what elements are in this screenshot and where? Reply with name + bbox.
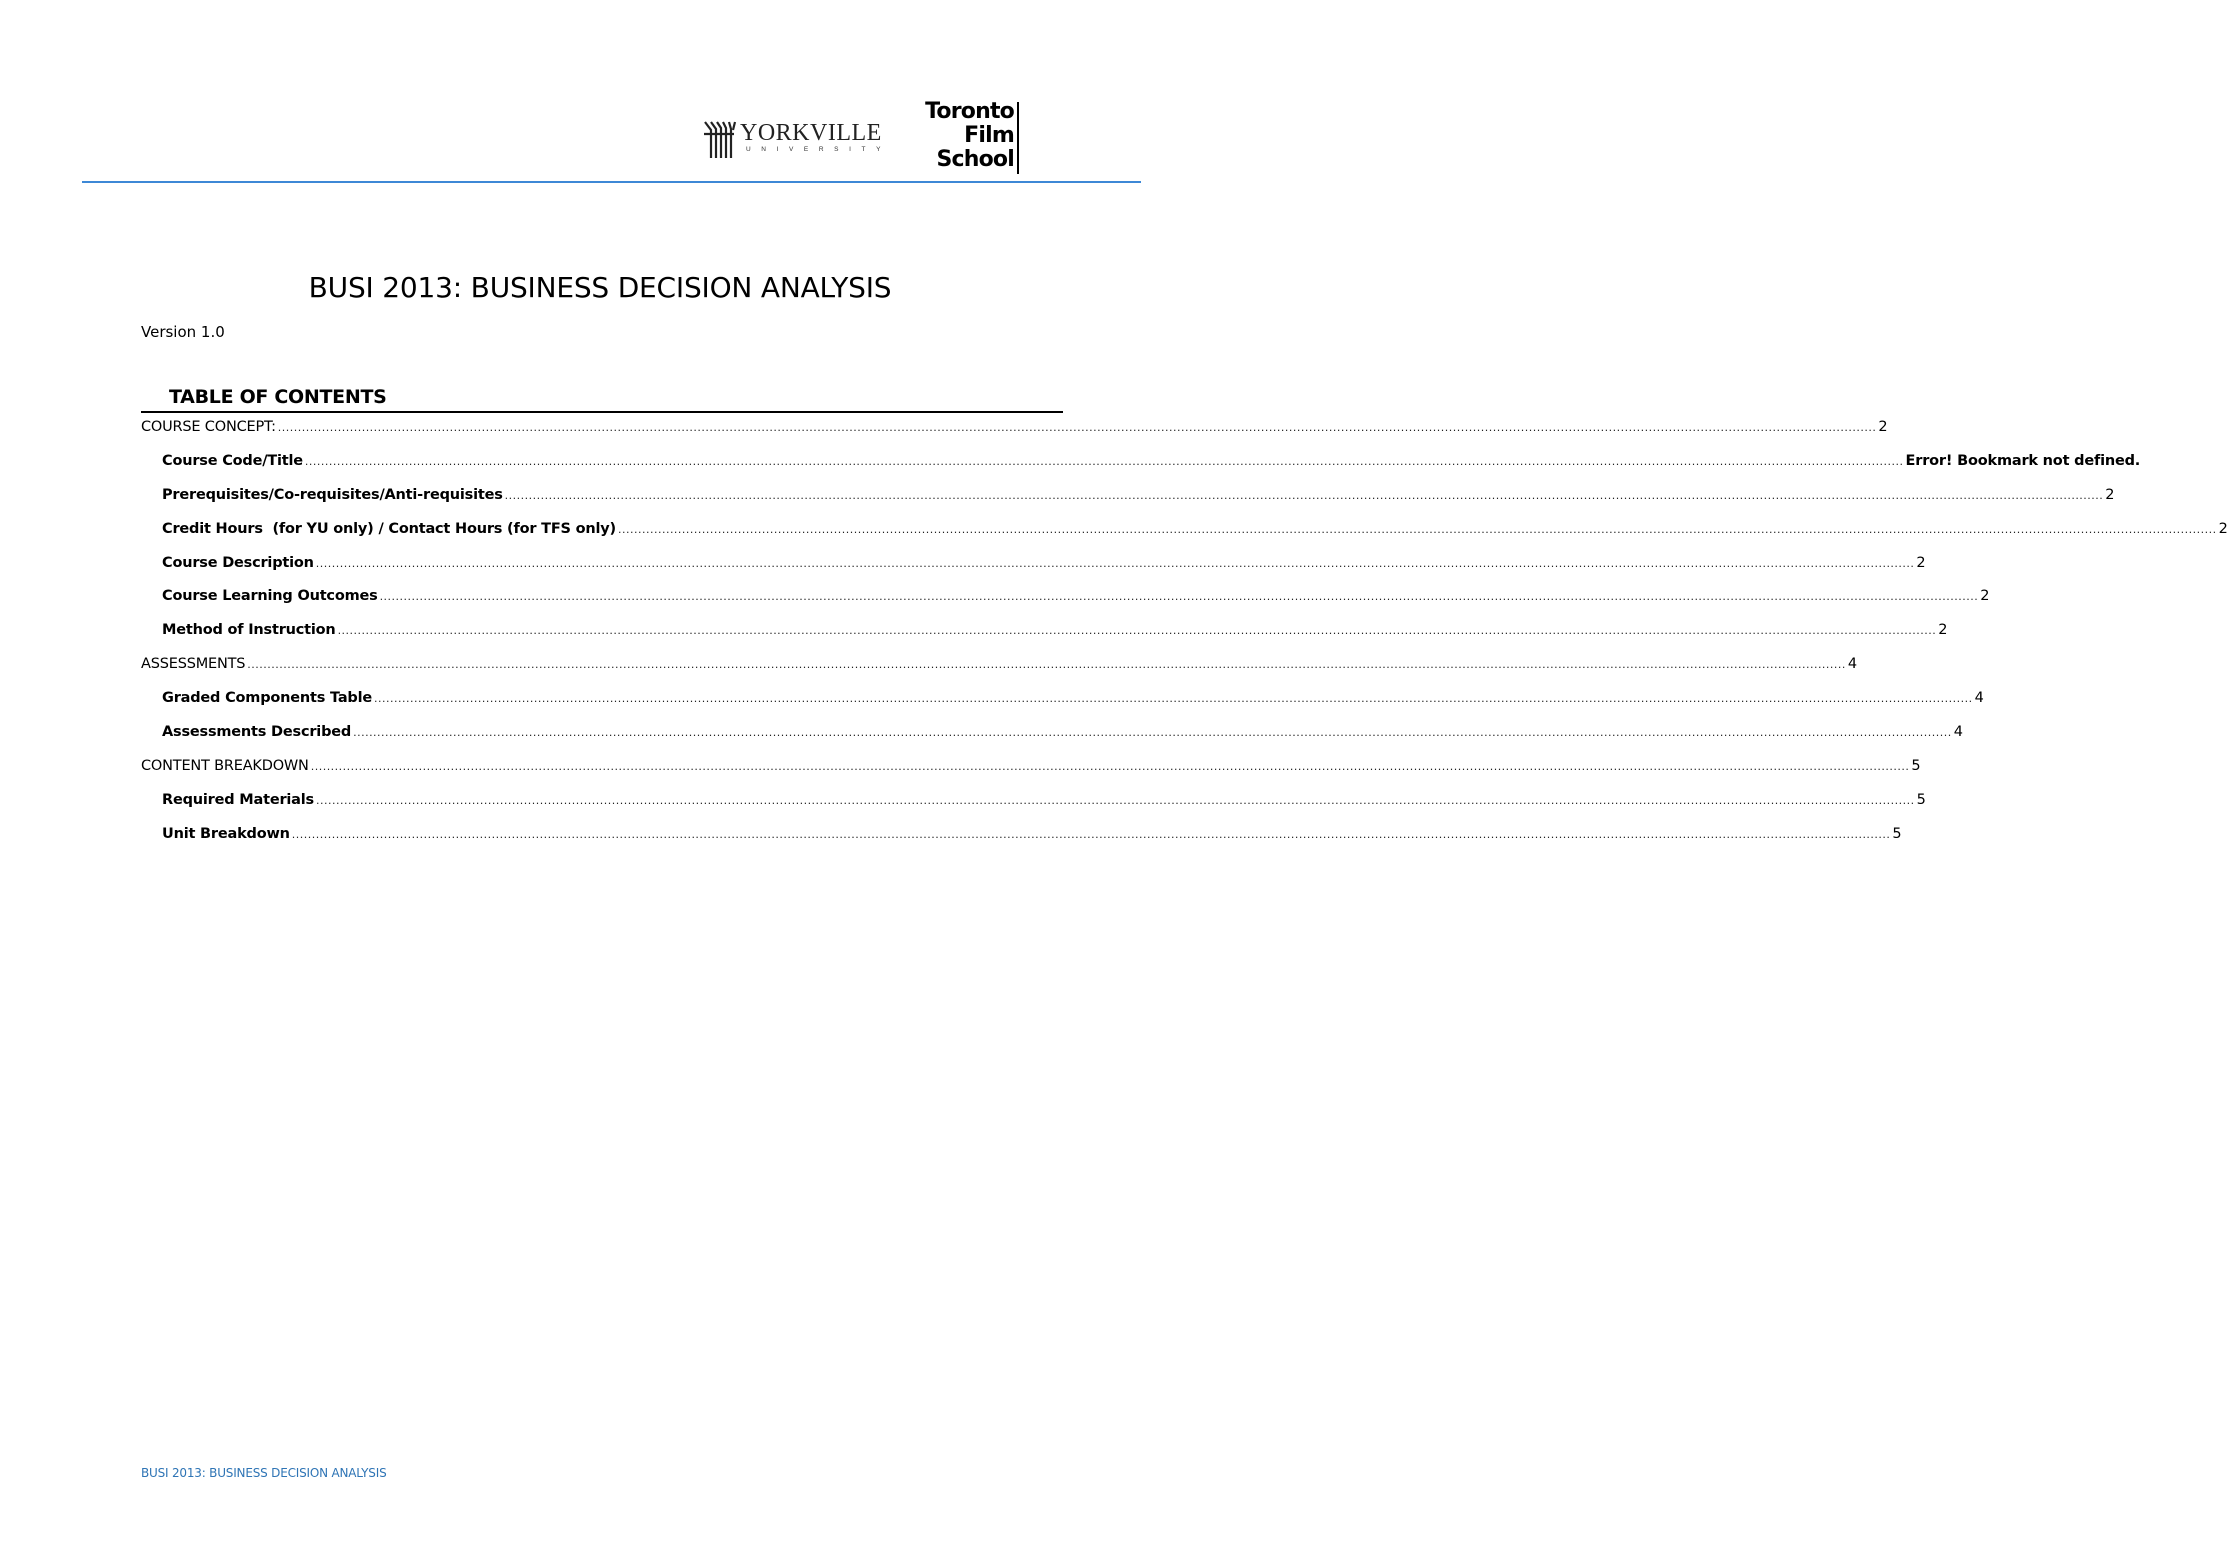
toc-entry-page: 5 [1911,757,1921,774]
toc-entry-page: 4 [1847,656,1857,673]
toc-entry-credit-hours[interactable] [141,518,2228,552]
toc-entry-label: Assessments Described [162,724,352,741]
toc-entry-label: Course Description [162,554,314,571]
toc-entry-course-code-title[interactable] [141,450,2141,484]
toc-entry-label: Required Materials [162,791,314,808]
toc-dot-leader: ................................................................................................................................................................................................................................................................................................................................................................................................................ [277,421,1877,434]
toc-entry-label: Prerequisites/Co-requisites/Anti-requisites [162,486,503,503]
toc-entry-assessments[interactable] [141,653,1857,687]
toc-entry-page: 2 [2105,486,2115,503]
toc-heading-rule [141,411,1063,413]
toc-dot-leader: ................................................................................................................................................................................................................................................................................................................................................................................................................ [374,692,1973,706]
toronto-film-school-logo [906,100,1014,172]
page-footer: BUSI 2013: BUSINESS DECISION ANALYSIS [141,1466,387,1480]
toc-entry-label: Graded Components Table [162,690,373,707]
version-label: Version 1.0 [141,323,225,341]
page-header [0,0,1200,190]
toc-entry-page: 4 [1953,724,1963,741]
toc-entry-page: 5 [1892,825,1902,842]
toc-dot-leader: ................................................................................................................................................................................................................................................................................................................................................................................................................ [247,658,1846,672]
toc-entry-course-concept[interactable] [141,416,1888,450]
toc-entry-label: Unit Breakdown [162,825,290,842]
table-of-contents [141,416,2228,857]
toc-entry-page: 5 [1916,791,1926,808]
toc-entry-page: 2 [1980,588,1990,605]
toc-dot-leader: ................................................................................................................................................................................................................................................................................................................................................................................................................ [315,556,1915,570]
toc-entry-page: 2 [1916,554,1926,571]
toc-entry-page: Error! Bookmark not defined. [1905,452,2141,469]
toc-dot-leader: ................................................................................................................................................................................................................................................................................................................................................................................................................ [337,624,1937,638]
toc-entry-label: Credit Hours (for YU only) / Contact Hours (for TFS only) [162,520,616,537]
toc-dot-leader: ................................................................................................................................................................................................................................................................................................................................................................................................................ [310,759,1910,773]
tfs-logo-bar [1017,102,1019,174]
toc-entry-page: 2 [1878,419,1888,435]
header-divider [82,181,1141,183]
tfs-line-1: Toronto [925,99,1014,124]
toc-entry-page: 2 [1938,622,1948,639]
toc-entry-method-of-instruction[interactable] [141,619,1948,653]
toc-entry-prerequisites[interactable] [141,484,2115,518]
toc-entry-learning-outcomes[interactable] [141,585,1990,619]
toc-dot-leader: ................................................................................................................................................................................................................................................................................................................................................................................................................ [504,488,2104,502]
yorkville-crest-icon [702,118,736,160]
tfs-line-3: School [936,147,1014,172]
toc-entry-required-materials[interactable] [141,789,1926,823]
yorkville-university-logo [702,114,892,162]
toc-entry-page: 2 [2218,520,2228,537]
toc-heading: TABLE OF CONTENTS [169,386,387,408]
toc-entry-unit-breakdown[interactable] [141,823,1902,857]
yorkville-wordmark: YORKVILLE [740,120,882,146]
toc-dot-leader: ................................................................................................................................................................................................................................................................................................................................................................................................................ [353,726,1952,740]
toc-entry-label: COURSE CONCEPT: [141,419,276,435]
toc-dot-leader: ................................................................................................................................................................................................................................................................................................................................................................................................................ [291,827,1891,841]
toc-entry-content-breakdown[interactable] [141,755,1921,789]
toc-entry-label: Course Code/Title [162,452,303,469]
toc-entry-graded-components[interactable] [141,687,1984,721]
toc-entry-assessments-described[interactable] [141,721,1963,755]
toc-entry-label: CONTENT BREAKDOWN [141,757,309,774]
toc-entry-course-description[interactable] [141,552,1926,586]
toc-dot-leader: ................................................................................................................................................................................................................................................................................................................................................................................................................ [617,522,2217,536]
toc-dot-leader: ................................................................................................................................................................................................................................................................................................................................................................................................................ [304,454,1904,468]
toc-entry-label: Course Learning Outcomes [162,588,378,605]
yorkville-subtitle: UNIVERSITY [746,146,892,153]
toc-entry-page: 4 [1974,690,1984,707]
toc-entry-label: Method of Instruction [162,622,336,639]
toc-entry-label: ASSESSMENTS [141,656,246,673]
toc-dot-leader: ................................................................................................................................................................................................................................................................................................................................................................................................................ [315,793,1915,807]
document-title: BUSI 2013: BUSINESS DECISION ANALYSIS [308,271,892,304]
toc-dot-leader: ................................................................................................................................................................................................................................................................................................................................................................................................................ [379,590,1979,604]
tfs-line-2: Film [964,123,1014,148]
